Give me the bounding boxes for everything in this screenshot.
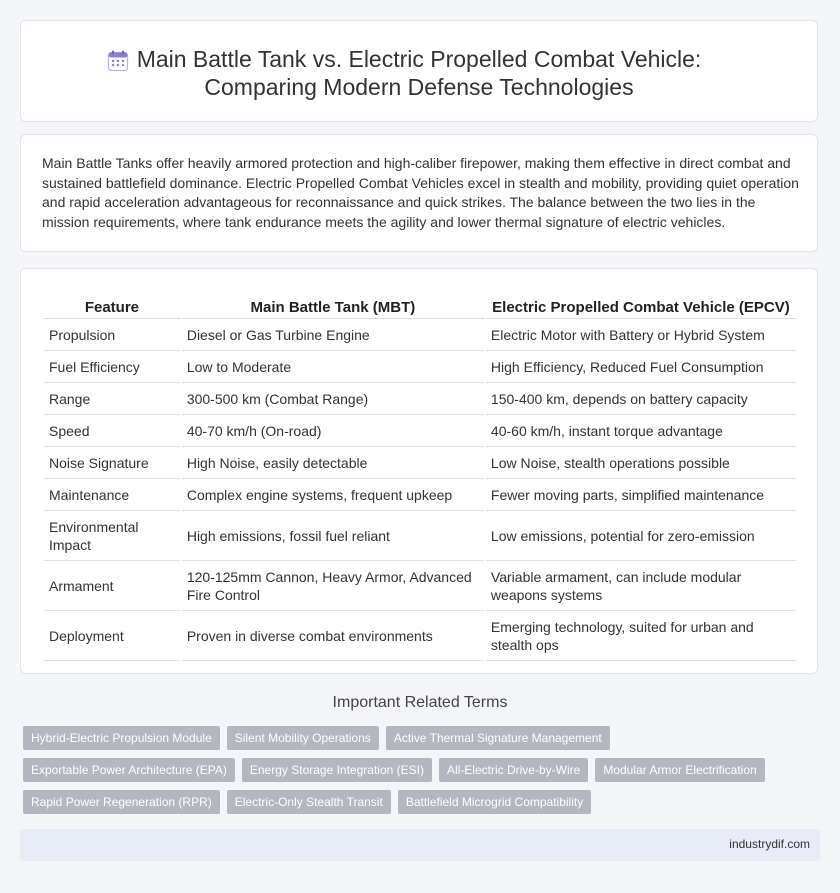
term-tag[interactable]: Battlefield Microgrid Compatibility [398, 790, 591, 814]
term-tag[interactable]: Silent Mobility Operations [227, 726, 379, 750]
table-row [44, 479, 796, 511]
tag-row [23, 726, 610, 750]
epcv-cell: Variable armament, can include modular weapons systems [486, 561, 796, 611]
feature-cell: Fuel Efficiency [44, 351, 180, 383]
page-title-line-2: Comparing Modern Defense Technologies [204, 74, 634, 100]
epcv-cell: Emerging technology, suited for urban and stealth ops [486, 611, 796, 661]
epcv-cell: Low emissions, potential for zero-emission [486, 511, 796, 561]
table-row [44, 383, 796, 415]
mbt-cell: Low to Moderate [182, 351, 484, 383]
mbt-cell: High Noise, easily detectable [182, 447, 484, 479]
feature-cell: Deployment [44, 611, 180, 661]
epcv-cell: Fewer moving parts, simplified maintenance [486, 479, 796, 511]
mbt-cell: Diesel or Gas Turbine Engine [182, 319, 484, 351]
mbt-cell: 120-125mm Cannon, Heavy Armor, Advanced Fire Control [182, 561, 484, 611]
comparison-table [42, 296, 798, 661]
term-tag[interactable]: Rapid Power Regeneration (RPR) [23, 790, 220, 814]
epcv-cell: Electric Motor with Battery or Hybrid System [486, 319, 796, 351]
term-tag[interactable]: Electric-Only Stealth Transit [227, 790, 391, 814]
table-row [44, 611, 796, 661]
table-row [44, 319, 796, 351]
term-tag[interactable]: Hybrid-Electric Propulsion Module [23, 726, 220, 750]
intro-paragraph: Main Battle Tanks offer heavily armored protection and high-caliber firepower, making them effective in direct combat and sustained battlefield dominance. Electric Propelled Combat Vehicles excel in stealth and mobility, providing quiet operation and rapid acceleration advantageous for reconnaissance and quick strikes. The balance between the two lies in the mission requirements, where tank endurance meets the agility and lower thermal signature of electric vehicles. [42, 155, 799, 230]
table-row [44, 561, 796, 611]
term-tag[interactable]: Exportable Power Architecture (EPA) [23, 758, 235, 782]
header-epcv: Electric Propelled Combat Vehicle (EPCV) [486, 296, 796, 319]
header-feature: Feature [44, 296, 180, 319]
table-row [44, 351, 796, 383]
epcv-cell: Low Noise, stealth operations possible [486, 447, 796, 479]
feature-cell: Environmental Impact [44, 511, 180, 561]
feature-cell: Range [44, 383, 180, 415]
footer-bar [20, 829, 820, 861]
header-mbt: Main Battle Tank (MBT) [182, 296, 484, 319]
mbt-cell: 40-70 km/h (On-road) [182, 415, 484, 447]
term-tag[interactable]: Modular Armor Electrification [595, 758, 764, 782]
tag-row [23, 758, 765, 782]
page-title-line-1: Main Battle Tank vs. Electric Propelled Combat Vehicle: [136, 46, 702, 72]
table-header-row [44, 296, 796, 319]
epcv-cell: High Efficiency, Reduced Fuel Consumption [486, 351, 796, 383]
feature-cell: Maintenance [44, 479, 180, 511]
term-tag[interactable]: Energy Storage Integration (ESI) [242, 758, 432, 782]
footer-site-link[interactable]: industrydif.com [729, 837, 810, 851]
term-tag[interactable]: Active Thermal Signature Management [386, 726, 610, 750]
feature-cell: Speed [44, 415, 180, 447]
tag-row [23, 790, 591, 814]
mbt-cell: Complex engine systems, frequent upkeep [182, 479, 484, 511]
mbt-cell: High emissions, fossil fuel reliant [182, 511, 484, 561]
feature-cell: Propulsion [44, 319, 180, 351]
epcv-cell: 150-400 km, depends on battery capacity [486, 383, 796, 415]
title-card [20, 20, 818, 122]
term-tag[interactable]: All-Electric Drive-by-Wire [439, 758, 588, 782]
table-row [44, 511, 796, 561]
feature-cell: Armament [44, 561, 180, 611]
comparison-card [20, 268, 818, 674]
mbt-cell: Proven in diverse combat environments [182, 611, 484, 661]
epcv-cell: 40-60 km/h, instant torque advantage [486, 415, 796, 447]
table-row [44, 415, 796, 447]
table-row [44, 447, 796, 479]
related-terms-heading: Important Related Terms [332, 694, 508, 711]
page-title [21, 45, 817, 101]
intro-card [20, 134, 818, 252]
feature-cell: Noise Signature [44, 447, 180, 479]
mbt-cell: 300-500 km (Combat Range) [182, 383, 484, 415]
